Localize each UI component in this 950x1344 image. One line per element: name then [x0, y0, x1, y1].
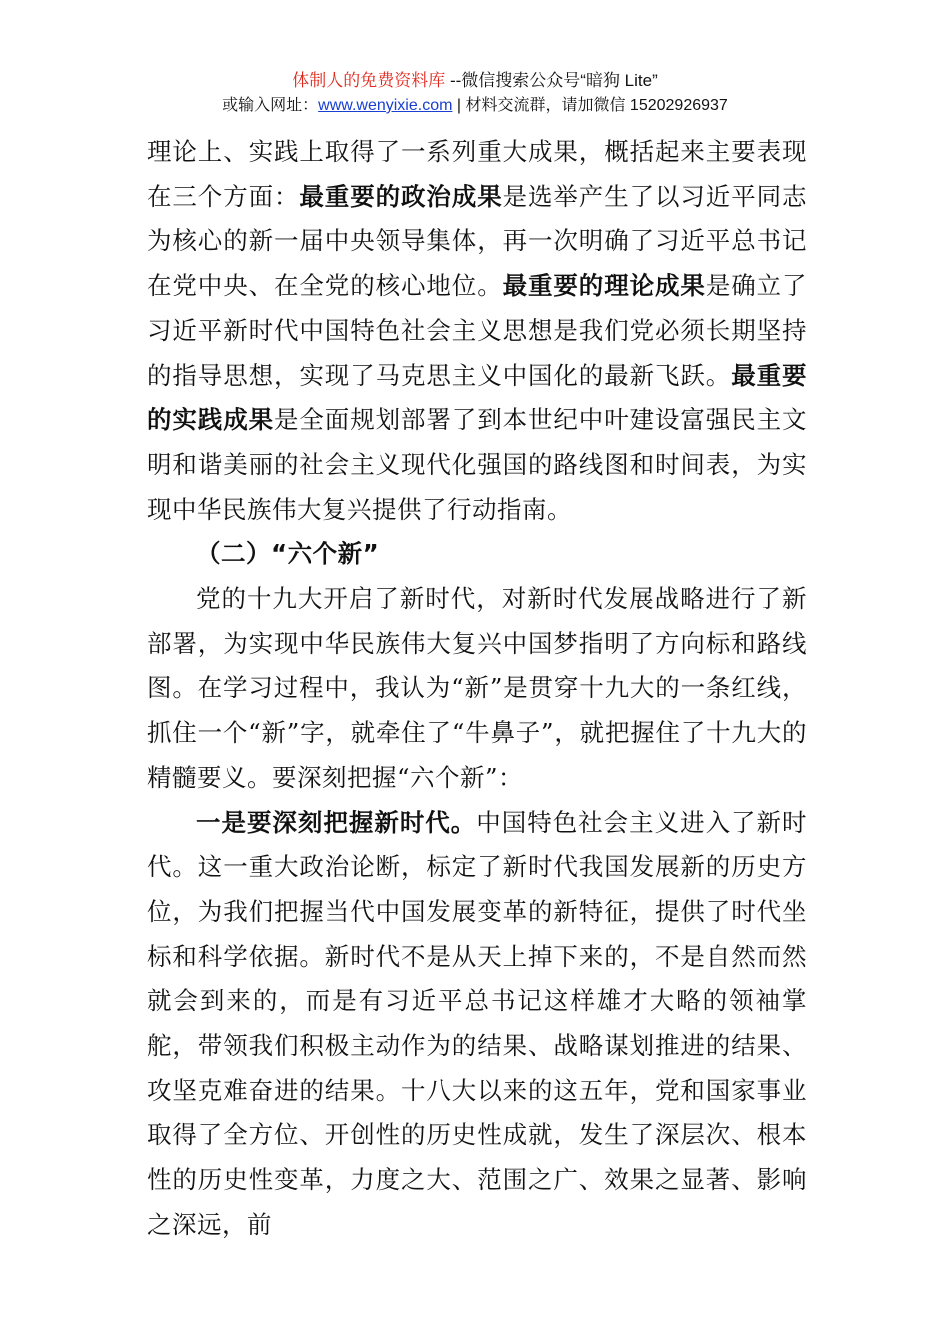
wechat-note: --微信搜索公众号“暗狗 Lite” — [445, 71, 658, 90]
bold-practice-result: 最重要的实践成果 — [147, 360, 808, 435]
bold-theory-result: 最重要的理论成果 — [502, 271, 706, 301]
brand-title: 体制人的免费资料库 — [292, 71, 446, 90]
watermark-header — [0, 70, 950, 92]
url-prefix: 或输入网址： — [222, 97, 319, 114]
contact-info: | 材料交流群，请加微信 15202926937 — [452, 97, 728, 114]
text-run: 中国特色社会主义进入了新时代。这一重大政治论断，标定了新时代我国发展新的历史方位，为我们把握当代中国发展变革的新特征，提供了时代坐标和科学依据。新时代不是从天上掉下来的，不是自然而然就会到来的，而是有习近平总书记这样雄才大略的领袖掌舵，带领我们积极主动作为的结果、战略谋划推进的结果、攻坚克难奋进的结果。十八大以来的这五年，党和国家事业取得了全方位、开创性的历史性成就，发生了深层次、根本性的历史性变革，力度之大、范围之广、效果之显著、影响之深远，前 — [147, 807, 808, 1239]
bold-political-result: 最重要的政治成果 — [299, 181, 503, 211]
paragraph-six-new: 党的十九大开启了新时代，对新时代发展战略进行了新部署，为实现中华民族伟大复兴中国梦指明了方向标和路线图。在学习过程中，我认为“新”是贯穿十九大的一条红线，抓住一个“新”字，就牵住了“牛鼻子”，就把握住了十九大的精髓要义。要深刻把握“六个新”： — [147, 584, 807, 792]
bold-point-one: 一是要深刻把握新时代。 — [196, 807, 477, 837]
text-run: 是选举产生了以习近平同志为核心的新一届中央领导集体，再一次明确了习近平总书记在党中央、在全党的核心地位。 — [147, 181, 808, 301]
paragraph-results — [147, 130, 807, 532]
text-run: 理论上、实践上取得了一系列重大成果，概括起来主要表现在三个方面： — [147, 137, 807, 211]
text-run: 是全面规划部署了到本世纪中叶建设富强民主文明和谐美丽的社会主义现代化强国的路线图和时间表，为实现中华民族伟大复兴提供了行动指南。 — [147, 405, 807, 524]
contact-line — [0, 95, 950, 117]
paragraph-new-era — [147, 801, 807, 1248]
document-body — [147, 130, 807, 1248]
website-link[interactable]: www.wenyixie.com — [318, 97, 453, 114]
section-subheading: （二）“六个新” — [196, 539, 380, 569]
text-run: 是确立了习近平新时代中国特色社会主义思想是我们党必须长期坚持的指导思想，实现了马克思主义中国化的最新飞跃。 — [147, 271, 808, 390]
